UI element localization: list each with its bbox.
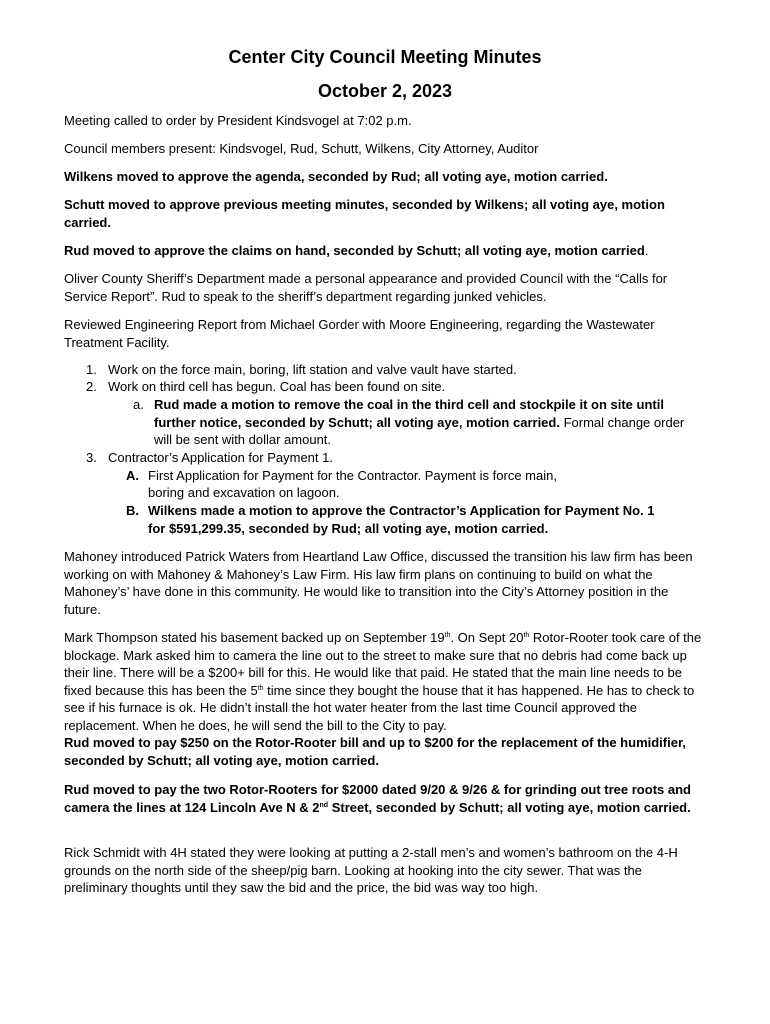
members-present: Council members present: Kindsvogel, Rud, Schutt, Wilkens, City Attorney, Auditor bbox=[64, 141, 539, 156]
list-marker-3: 3. bbox=[86, 450, 97, 465]
sheriff-report: Oliver County Sheriff’s Department made a personal appearance and provided Council with the “Calls for Service Report”. Rud to speak to the sheriff’s department regarding junked vehicles. bbox=[64, 271, 668, 304]
engineering-intro: Reviewed Engineering Report from Michael Gorder with Moore Engineering, regarding the Wastewater Treatment Facility. bbox=[64, 317, 655, 350]
list-item-3A-line2: boring and excavation on lagoon. bbox=[148, 485, 340, 500]
list-item-2a bbox=[154, 396, 702, 449]
call-to-order: Meeting called to order by President Kindsvogel at 7:02 p.m. bbox=[64, 113, 412, 128]
coal-motion: Rud made a motion to remove the coal in the third cell and stockpile it on site until further notice, seconded by Schutt; all voting aye, motion carried. bbox=[154, 397, 664, 430]
thompson-text-4: time since they bought the house that it has happened. He has to check to see if his furnace is ok. He didn’t install the hot water heater from the last time Council approved the replacement. When he does, he will send the bill to the City to pay. bbox=[64, 682, 695, 733]
agenda-motion: Wilkens moved to approve the agenda, seconded by Rud; all voting aye, motion carried. bbox=[64, 169, 608, 184]
change-order-note: Formal change order will be sent with dollar amount. bbox=[154, 414, 685, 447]
ordinal-suffix: th bbox=[257, 684, 264, 692]
list-marker-2: 2. bbox=[86, 379, 97, 394]
list-item-3B-line1: Wilkens made a motion to approve the Contractor’s Application for Payment No. 1 bbox=[148, 503, 655, 518]
rotor-rooter-motion bbox=[64, 781, 704, 816]
document-title: Center City Council Meeting Minutes bbox=[228, 47, 542, 67]
claims-motion-text: Rud moved to approve the claims on hand, seconded by Schutt; all voting aye, motion carried bbox=[64, 243, 645, 258]
mahoney-paragraph: Mahoney introduced Patrick Waters from Heartland Law Office, discussed the transition his law firm has been working on with Mahoney & Mahoney’s Law Firm. His law firm plans on continuing to build on what the Mahoney’s’ have done in this community. He would like to transition into the City’s Attorney position in the future. bbox=[64, 549, 693, 617]
thompson-text-1: Mark Thompson stated his basement backed up on September 19 bbox=[64, 630, 445, 645]
list-item-3B-line2: for $591,299.35, seconded by Rud; all voting aye, motion carried. bbox=[148, 521, 549, 536]
thompson-paragraph bbox=[64, 629, 704, 769]
list-item-3A-line1: First Application for Payment for the Contractor. Payment is force main, bbox=[148, 468, 557, 483]
meeting-date: October 2, 2023 bbox=[317, 81, 453, 101]
claims-motion bbox=[64, 242, 704, 260]
list-item-2: Work on third cell has begun. Coal has been found on site. bbox=[108, 379, 446, 394]
ordinal-suffix: th bbox=[444, 632, 451, 639]
thompson-text-2: . On Sept 20 bbox=[450, 630, 524, 645]
ordinal-suffix: nd bbox=[319, 801, 329, 809]
list-marker-2a: a. bbox=[133, 397, 144, 412]
list-marker-3A: A. bbox=[126, 468, 139, 483]
schmidt-paragraph: Rick Schmidt with 4H stated they were looking at putting a 2-stall men’s and women’s bathroom on the 4-H grounds on the north side of the sheep/pig barn. Looking at hooking into the city sewer. That was the preliminary thoughts until they saw the bid and the price, the bid was way too high. bbox=[64, 845, 678, 895]
rotor-motion-text-2: Street, seconded by Schutt; all voting aye, motion carried. bbox=[328, 799, 691, 815]
list-item-1: Work on the force main, boring, lift station and valve vault have started. bbox=[108, 362, 517, 377]
list-item-3: Contractor’s Application for Payment 1. bbox=[108, 450, 333, 465]
claims-motion-period: . bbox=[644, 243, 649, 258]
list-marker-3B: B. bbox=[126, 503, 139, 518]
ordinal-suffix: th bbox=[523, 632, 530, 639]
list-marker-1: 1. bbox=[86, 362, 97, 377]
humidifier-motion: Rud moved to pay $250 on the Rotor-Rooter bill and up to $200 for the replacement of the humidifier, seconded by Schutt; all voting aye, motion carried. bbox=[64, 735, 686, 768]
minutes-motion: Schutt moved to approve previous meeting minutes, seconded by Wilkens; all voting aye, motion carried. bbox=[64, 197, 665, 230]
thompson-text-3: Rotor-Rooter took care of the blockage. Mark asked him to camera the line out to the street to make sure that no debris had come back up their line. There will be a $200+ bill for this. He would like that paid. He stated that the main line needs to be fixed because this has been the 5 bbox=[64, 630, 702, 698]
rotor-motion-text-1: Rud moved to pay the two Rotor-Rooters for $2000 dated 9/20 & 9/26 & for grinding out tree roots and camera the lines at 124 Lincoln Ave N & 2 bbox=[64, 782, 691, 815]
